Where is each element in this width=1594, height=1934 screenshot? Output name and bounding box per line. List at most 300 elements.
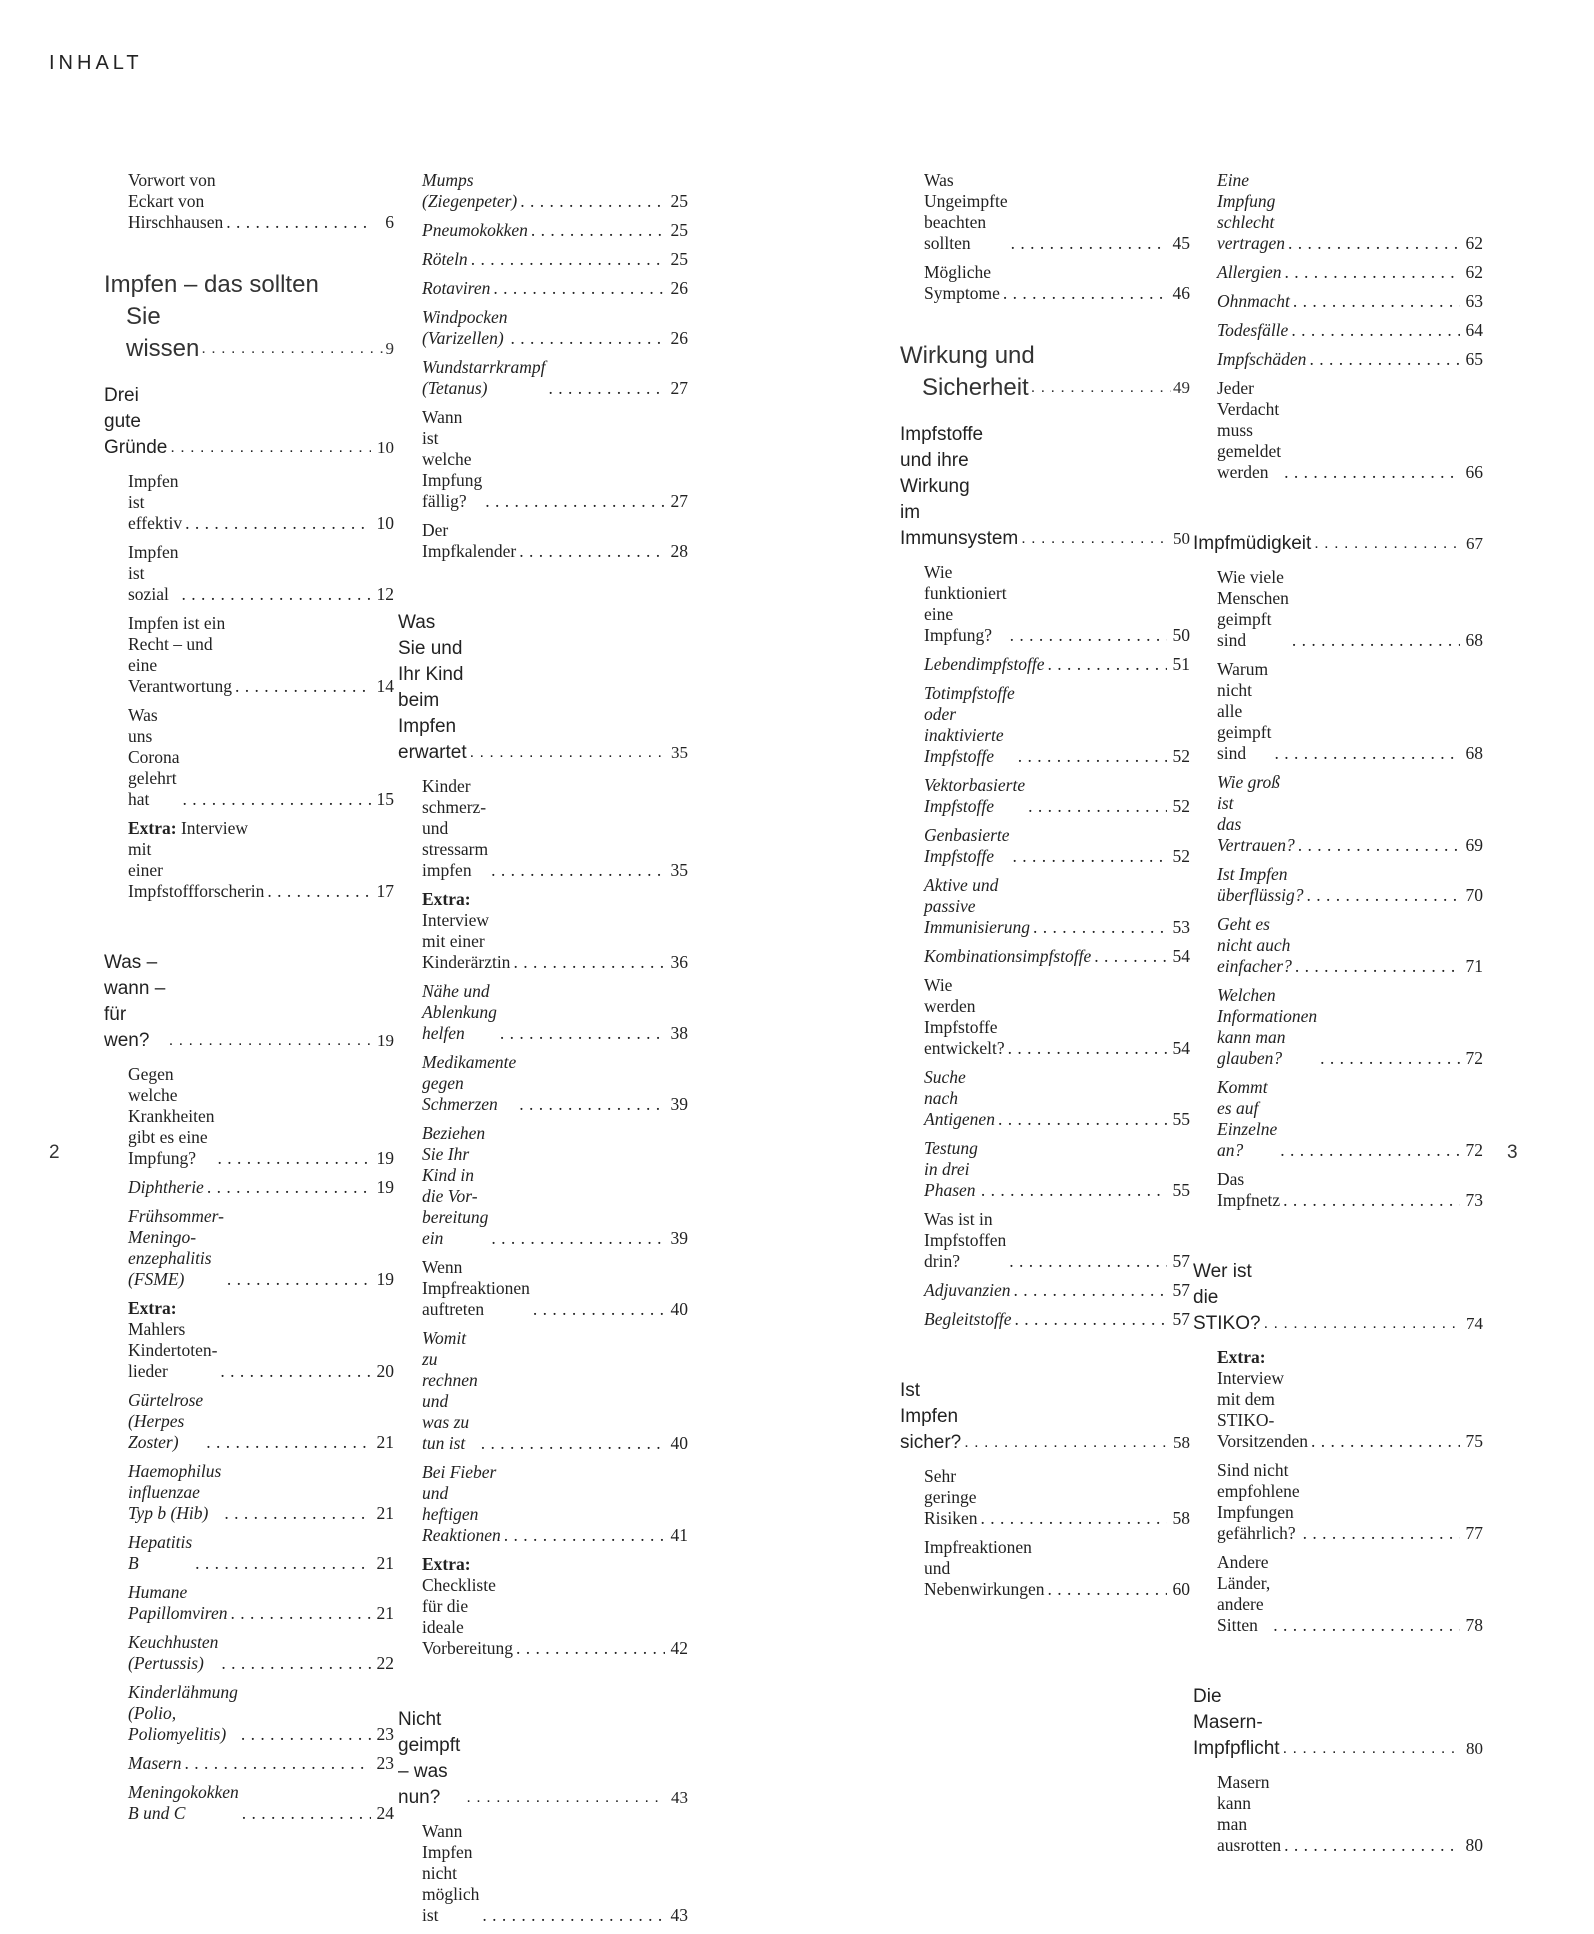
- entry-line: Wundstarrkrampf: [422, 357, 546, 377]
- leader-dots: [531, 220, 665, 241]
- leader-dots: [1307, 885, 1460, 906]
- page-number: 53: [1172, 917, 1190, 937]
- entry-title: Pneumokokken: [422, 220, 528, 240]
- entry-title: Röteln: [422, 249, 468, 269]
- leader-dots: [964, 1430, 1167, 1456]
- toc-entry[interactable]: [128, 1532, 394, 1574]
- page-number: 24: [376, 1803, 394, 1823]
- entry-line: auftreten: [422, 1299, 485, 1319]
- section-title-line: Was Sie und Ihr Kind beim: [398, 612, 464, 711]
- leader-dots: [1014, 1280, 1167, 1301]
- toc-entry[interactable]: [924, 654, 1190, 675]
- entry-line: fällig?: [422, 491, 467, 511]
- toc-entry[interactable]: [1217, 320, 1483, 341]
- leader-dots: [267, 881, 371, 902]
- toc-entry-extra[interactable]: [128, 818, 394, 902]
- toc-entry[interactable]: [422, 170, 688, 212]
- page-number: 72: [1465, 1140, 1483, 1160]
- page-number: 9: [385, 339, 394, 358]
- toc-entry[interactable]: [422, 981, 688, 1044]
- entry-line: Haemophilus influenzae: [128, 1461, 222, 1502]
- toc-entry[interactable]: [924, 262, 1190, 304]
- page-number: 58: [1172, 1508, 1190, 1528]
- page-number: 50: [1173, 529, 1190, 548]
- entry-line: Wie funktioniert: [924, 562, 1007, 603]
- toc-entry[interactable]: [924, 562, 1190, 646]
- leader-dots: [493, 278, 665, 299]
- entry-line: stressarm impfen: [422, 839, 489, 880]
- toc-entry[interactable]: [1217, 291, 1483, 312]
- toc-entry[interactable]: [422, 1821, 688, 1926]
- leader-dots: [548, 378, 665, 399]
- toc-entry[interactable]: [128, 1582, 394, 1624]
- leader-dots: [217, 1148, 371, 1169]
- toc-entry[interactable]: [1217, 864, 1483, 906]
- toc-entry[interactable]: [128, 1682, 394, 1745]
- page-number: 28: [670, 541, 688, 561]
- entry-title: Ohnmacht: [1217, 291, 1290, 311]
- page-number: 39: [670, 1094, 688, 1114]
- leader-dots: [998, 1109, 1167, 1130]
- toc-entry-extra[interactable]: [422, 889, 688, 973]
- entry-line: Was uns Corona: [128, 705, 180, 767]
- toc-entry[interactable]: [1217, 1552, 1483, 1636]
- entry-line: bereitung ein: [422, 1207, 489, 1248]
- toc-entry[interactable]: [1217, 985, 1483, 1069]
- page-number: 25: [670, 249, 688, 269]
- entry-line: (Polio, Poliomyelitis): [128, 1703, 227, 1744]
- toc-entry[interactable]: [924, 683, 1190, 767]
- extra-label: Extra:: [128, 818, 177, 838]
- entry-line: Schmerzen: [422, 1094, 498, 1114]
- leader-dots: [1014, 1309, 1167, 1330]
- toc-entry[interactable]: [422, 1462, 688, 1546]
- entry-line: das Vertrauen?: [1217, 814, 1295, 855]
- toc-column-2: [398, 170, 688, 1934]
- leader-dots: [513, 952, 665, 973]
- leader-dots: [1295, 956, 1460, 977]
- leader-dots: [207, 1177, 371, 1198]
- page-number: 78: [1465, 1615, 1483, 1635]
- toc-entry[interactable]: [1217, 1169, 1483, 1211]
- chapter-title-line: Impfen – das sollten: [104, 271, 319, 298]
- leader-dots: [1298, 835, 1460, 856]
- page-number: 54: [1172, 946, 1190, 966]
- leader-dots: [1021, 526, 1167, 552]
- page-number: 21: [376, 1553, 394, 1573]
- leader-dots: [485, 491, 665, 512]
- page-number: 71: [1465, 956, 1483, 976]
- leader-dots: [1031, 372, 1171, 404]
- page-number: 67: [1466, 534, 1483, 553]
- leader-dots: [1048, 654, 1167, 675]
- toc-entry[interactable]: [924, 946, 1190, 967]
- entry-title: Vektorbasierte Impfstoffe: [924, 775, 1026, 816]
- toc-entry[interactable]: [1217, 262, 1483, 283]
- leader-dots: [516, 1638, 665, 1659]
- leader-dots: [1094, 946, 1167, 967]
- page-number-right: 3: [1507, 1142, 1518, 1163]
- entry-line: Impfungen gefährlich?: [1217, 1502, 1296, 1543]
- leader-dots: [491, 860, 665, 881]
- entry-line: entwickelt?: [924, 1038, 1005, 1058]
- entry-line: Immunisierung: [924, 917, 1030, 937]
- page-number: 35: [671, 743, 688, 762]
- toc-entry[interactable]: [1217, 772, 1483, 856]
- toc-section-was-sie-erwartet[interactable]: [398, 610, 688, 766]
- toc-entry[interactable]: [128, 1632, 394, 1674]
- entry-line: einer Impfstoffforscherin: [128, 860, 265, 901]
- page-number: 15: [376, 789, 394, 809]
- page-number: 75: [1465, 1431, 1483, 1451]
- leader-dots: [520, 191, 665, 212]
- leader-dots: [1010, 625, 1167, 646]
- toc-entry[interactable]: [422, 1328, 688, 1454]
- entry-line: Impfen ist ein Recht – und: [128, 613, 226, 654]
- entry-title: Suche nach Antigenen: [924, 1067, 995, 1129]
- leader-dots: [980, 1508, 1167, 1529]
- page-number: 57: [1172, 1280, 1190, 1300]
- page-number: 55: [1172, 1180, 1190, 1200]
- entry-line: Wenn Impfreaktionen: [422, 1257, 530, 1298]
- page-number: 51: [1172, 654, 1190, 674]
- page-number: 65: [1465, 349, 1483, 369]
- leader-dots: [235, 676, 371, 697]
- entry-title: Genbasierte Impfstoffe: [924, 825, 1010, 866]
- entry-line: Womit zu rechnen und: [422, 1328, 478, 1411]
- page-number: 23: [376, 1724, 394, 1744]
- toc-entry-extra[interactable]: [422, 1554, 688, 1659]
- toc-entry[interactable]: [422, 1123, 688, 1249]
- leader-dots: [1293, 291, 1460, 312]
- page-number: 21: [376, 1432, 394, 1452]
- toc-entry[interactable]: [924, 170, 1190, 254]
- entry-line: Bei Fieber und heftigen: [422, 1462, 497, 1524]
- toc-entry[interactable]: [1217, 378, 1483, 483]
- page-number: 69: [1465, 835, 1483, 855]
- entry-line: Kinderärztin: [422, 952, 511, 972]
- leader-dots: [169, 1028, 371, 1054]
- section-title-line: Impfen erwartet: [398, 716, 467, 763]
- toc-entry[interactable]: [422, 407, 688, 512]
- leader-dots: [482, 1905, 665, 1926]
- leader-dots: [519, 541, 665, 562]
- page-number: 39: [670, 1228, 688, 1248]
- leader-dots: [1013, 846, 1167, 867]
- entry-line: Andere Länder,: [1217, 1552, 1271, 1593]
- page-number: 54: [1172, 1038, 1190, 1058]
- entry-line: man ausrotten: [1217, 1814, 1282, 1855]
- toc-chapter-impfen[interactable]: [104, 269, 394, 365]
- entry-line: eine Impfung?: [924, 604, 993, 645]
- toc-entry[interactable]: [128, 1461, 394, 1524]
- entry-line: glauben?: [1217, 1048, 1283, 1068]
- leader-dots: [221, 1653, 371, 1674]
- leader-dots: [1284, 1835, 1460, 1856]
- entry-line: drin?: [924, 1251, 960, 1271]
- entry-title: Mumps (Ziegenpeter): [422, 170, 518, 211]
- toc-entry[interactable]: [128, 613, 394, 697]
- page-number: 10: [377, 438, 394, 457]
- entry-title: Begleitstoffe: [924, 1309, 1012, 1329]
- entry-line: Gürtelrose: [128, 1390, 204, 1410]
- toc-entry[interactable]: [924, 1466, 1190, 1529]
- page-number: 70: [1465, 885, 1483, 905]
- entry-title: Windpocken (Varizellen): [422, 307, 508, 348]
- page-number: 63: [1465, 291, 1483, 311]
- toc-entry[interactable]: [128, 1064, 394, 1169]
- leader-dots: [1311, 1431, 1460, 1452]
- entry-line: (Tetanus): [422, 378, 488, 398]
- entry-line: Aktive und passive: [924, 875, 999, 916]
- toc-entry[interactable]: [128, 705, 394, 810]
- toc-entry-extra[interactable]: [1217, 1347, 1483, 1452]
- page-number: 43: [671, 1788, 688, 1807]
- leader-dots: [1320, 1048, 1460, 1069]
- entry-line: lieder: [128, 1361, 168, 1381]
- toc-entry-vorwort[interactable]: [128, 170, 394, 233]
- toc-section-impfmuedigkeit[interactable]: [1193, 531, 1483, 557]
- toc-entry[interactable]: [422, 278, 688, 299]
- page-number: 35: [670, 860, 688, 880]
- toc-entry[interactable]: [924, 875, 1190, 938]
- entry-line: Wann ist welche Impfung: [422, 407, 483, 490]
- toc-entry[interactable]: [924, 825, 1190, 867]
- entry-title: Impfen ist sozial: [128, 542, 179, 604]
- toc-entry[interactable]: [1217, 1077, 1483, 1161]
- entry-line: Nähe und Ablenkung: [422, 981, 497, 1022]
- leader-dots: [1028, 796, 1167, 817]
- leader-dots: [1303, 1523, 1460, 1544]
- page-number: 10: [376, 513, 394, 533]
- leader-dots: [241, 1724, 371, 1745]
- leader-dots: [1008, 1038, 1167, 1059]
- toc-entry[interactable]: [422, 307, 688, 349]
- entry-line: Frühsommer-Meningo-: [128, 1206, 224, 1247]
- toc-entry-line: Hirschhausen: [128, 212, 224, 232]
- leader-dots: [500, 1023, 665, 1044]
- toc-entry[interactable]: [1217, 914, 1483, 977]
- page-number: 20: [376, 1361, 394, 1381]
- toc-entry[interactable]: [422, 1052, 688, 1115]
- toc-entry[interactable]: [422, 220, 688, 241]
- page-number: 57: [1172, 1251, 1190, 1271]
- entry-line: Welchen Informationen kann man: [1217, 985, 1318, 1047]
- toc-entry[interactable]: [924, 1309, 1190, 1330]
- leader-dots: [533, 1299, 665, 1320]
- page-number: 19: [377, 1031, 394, 1050]
- toc-entry[interactable]: [924, 1138, 1190, 1201]
- section-title: Ist Impfen sicher?: [900, 1380, 962, 1453]
- leader-dots: [182, 584, 371, 605]
- entry-title: Meningokokken B und C: [128, 1782, 239, 1823]
- leader-dots: [491, 1228, 665, 1249]
- leader-dots: [1309, 349, 1460, 370]
- toc-section-stiko[interactable]: [1193, 1259, 1483, 1337]
- entry-title: Humane Papillomviren: [128, 1582, 228, 1623]
- toc-entry[interactable]: [924, 775, 1190, 817]
- toc-entry[interactable]: [1217, 349, 1483, 370]
- page-number: 45: [1172, 233, 1190, 253]
- leader-dots: [1283, 1190, 1460, 1211]
- toc-entry[interactable]: [128, 1753, 394, 1774]
- leader-dots: [206, 1432, 371, 1453]
- entry-line: vertragen: [1217, 233, 1286, 253]
- page-number: 80: [1466, 1739, 1483, 1758]
- leader-dots: [195, 1553, 371, 1574]
- entry-line: einfacher?: [1217, 956, 1292, 976]
- toc-section-ist-impfen-sicher[interactable]: [900, 1378, 1190, 1456]
- leader-dots: [184, 1753, 371, 1774]
- entry-line: Wie werden Impfstoffe: [924, 975, 998, 1037]
- leader-dots: [1048, 1579, 1167, 1600]
- leader-dots: [1011, 233, 1167, 254]
- leader-dots: [1292, 630, 1460, 651]
- leader-dots: [1018, 746, 1167, 767]
- page-number: 72: [1465, 1048, 1483, 1068]
- toc-entry[interactable]: [128, 1206, 394, 1290]
- leader-dots: [226, 212, 371, 233]
- toc-entry[interactable]: [422, 249, 688, 270]
- entry-line: Was Ungeimpfte beachten: [924, 170, 1008, 232]
- page-number: 17: [376, 881, 394, 901]
- toc-entry[interactable]: [1217, 1772, 1483, 1856]
- entry-line: Interview mit: [128, 818, 249, 859]
- toc-chapter-wirkung[interactable]: [900, 340, 1190, 404]
- toc-section-masern-impfpflicht[interactable]: [1193, 1684, 1483, 1762]
- entry-line: Interview mit dem: [1217, 1368, 1285, 1409]
- toc-entry[interactable]: [924, 1537, 1190, 1600]
- toc-section-drei-gruende[interactable]: [104, 383, 394, 461]
- entry-line: (Herpes Zoster): [128, 1411, 185, 1452]
- leader-dots: [201, 333, 383, 365]
- page-number-left: 2: [49, 1142, 60, 1163]
- section-title: Die Masern-Impfpflicht: [1193, 1686, 1280, 1759]
- page-number: 41: [670, 1525, 688, 1545]
- leader-dots: [1280, 1140, 1460, 1161]
- toc-entry[interactable]: [924, 1280, 1190, 1301]
- entry-line: Masern kann: [1217, 1772, 1270, 1813]
- page-number: 73: [1465, 1190, 1483, 1210]
- entry-line: eine Verantwortung: [128, 655, 233, 696]
- entry-line: Warum nicht alle: [1217, 659, 1269, 721]
- page-number: 77: [1465, 1523, 1483, 1543]
- toc-entry[interactable]: [1217, 1460, 1483, 1544]
- toc-entry[interactable]: [1217, 567, 1483, 651]
- entry-line: gemeldet werden: [1217, 441, 1282, 482]
- entry-line: Gegen welche Krankheiten: [128, 1064, 215, 1126]
- page-number: 27: [670, 491, 688, 511]
- toc-entry[interactable]: [422, 357, 688, 399]
- page-number: 23: [376, 1753, 394, 1773]
- entry-line: STIKO-Vorsitzenden: [1217, 1410, 1309, 1451]
- entry-title: Sehr geringe Risiken: [924, 1466, 978, 1528]
- section-title-line: im Immunsystem: [900, 502, 1019, 549]
- leader-dots: [471, 249, 665, 270]
- extra-label: Extra:: [422, 1554, 471, 1574]
- page-number: 68: [1465, 743, 1483, 763]
- toc-entry[interactable]: [128, 1390, 394, 1453]
- toc-entry[interactable]: [128, 542, 394, 605]
- extra-label: Extra:: [422, 889, 471, 909]
- page-number: 40: [670, 1299, 688, 1319]
- entry-line: Checkliste für die: [422, 1575, 496, 1616]
- section-title: Nicht geimpft – was nun?: [398, 1709, 461, 1808]
- entry-line: gibt es eine Impfung?: [128, 1127, 208, 1168]
- entry-line: Wann Impfen nicht: [422, 1821, 473, 1883]
- toc-entry[interactable]: [422, 776, 688, 881]
- toc-entry[interactable]: [422, 1257, 688, 1320]
- entry-line: gelehrt hat: [128, 768, 177, 809]
- entry-line: Impfreaktionen und: [924, 1537, 1032, 1578]
- entry-line: Wie groß ist: [1217, 772, 1281, 813]
- leader-dots: [470, 740, 665, 766]
- toc-entry[interactable]: [1217, 659, 1483, 764]
- toc-entry[interactable]: [128, 1177, 394, 1198]
- entry-title: Rotaviren: [422, 278, 491, 298]
- toc-entry[interactable]: [128, 471, 394, 534]
- leader-dots: [220, 1361, 371, 1382]
- entry-line: Kinder schmerz- und: [422, 776, 487, 838]
- page-number: 27: [670, 378, 688, 398]
- entry-line: Was ist in Impfstoffen: [924, 1209, 1007, 1250]
- leader-dots: [1291, 320, 1460, 341]
- toc-entry[interactable]: [422, 520, 688, 562]
- chapter-title-line: Sie wissen: [126, 303, 200, 362]
- leader-dots: [230, 1603, 371, 1624]
- entry-line: Kinderlähmung: [128, 1682, 238, 1702]
- page-number: 50: [1172, 625, 1190, 645]
- leader-dots: [242, 1803, 371, 1824]
- page-number: 21: [376, 1603, 394, 1623]
- leader-dots: [1033, 917, 1167, 938]
- toc-entry-extra[interactable]: [128, 1298, 394, 1382]
- page-number: 49: [1173, 378, 1190, 397]
- page-number: 22: [376, 1653, 394, 1673]
- section-title: Was – wann – für wen?: [104, 952, 166, 1051]
- page-number: 12: [376, 584, 394, 604]
- page-number: 25: [670, 191, 688, 211]
- entry-line: Geht es nicht auch: [1217, 914, 1291, 955]
- entry-line: Interview mit einer: [422, 910, 490, 951]
- page-number: 58: [1173, 1433, 1190, 1452]
- toc-entry[interactable]: [924, 1209, 1190, 1272]
- chapter-title-line: Sicherheit: [922, 374, 1029, 401]
- leader-dots: [227, 1269, 371, 1290]
- toc-section-nicht-geimpft[interactable]: [398, 1707, 688, 1811]
- toc-section-impfstoffe-wirkung[interactable]: [900, 422, 1190, 552]
- toc-entry[interactable]: [924, 975, 1190, 1059]
- page-number: 19: [376, 1148, 394, 1168]
- toc-entry[interactable]: [1217, 170, 1483, 254]
- entry-title: Todesfälle: [1217, 320, 1289, 340]
- entry-line: Eine Impfung schlecht: [1217, 170, 1276, 232]
- entry-line: Reaktionen: [422, 1525, 501, 1545]
- toc-column-4: [1193, 170, 1483, 1864]
- leader-dots: [1284, 462, 1460, 483]
- page-number: 52: [1172, 796, 1190, 816]
- page-number: 40: [670, 1433, 688, 1453]
- entry-line: geimpft sind: [1217, 609, 1272, 650]
- page-number: 38: [670, 1023, 688, 1043]
- entry-title: Ist Impfen überflüssig?: [1217, 864, 1304, 905]
- entry-line: Impfstoffe: [924, 746, 994, 766]
- toc-entry[interactable]: [924, 1067, 1190, 1130]
- extra-label: Extra:: [1217, 1347, 1266, 1367]
- toc-section-was-wann[interactable]: [104, 950, 394, 1054]
- toc-entry[interactable]: [128, 1782, 394, 1824]
- entry-title: Allergien: [1217, 262, 1282, 282]
